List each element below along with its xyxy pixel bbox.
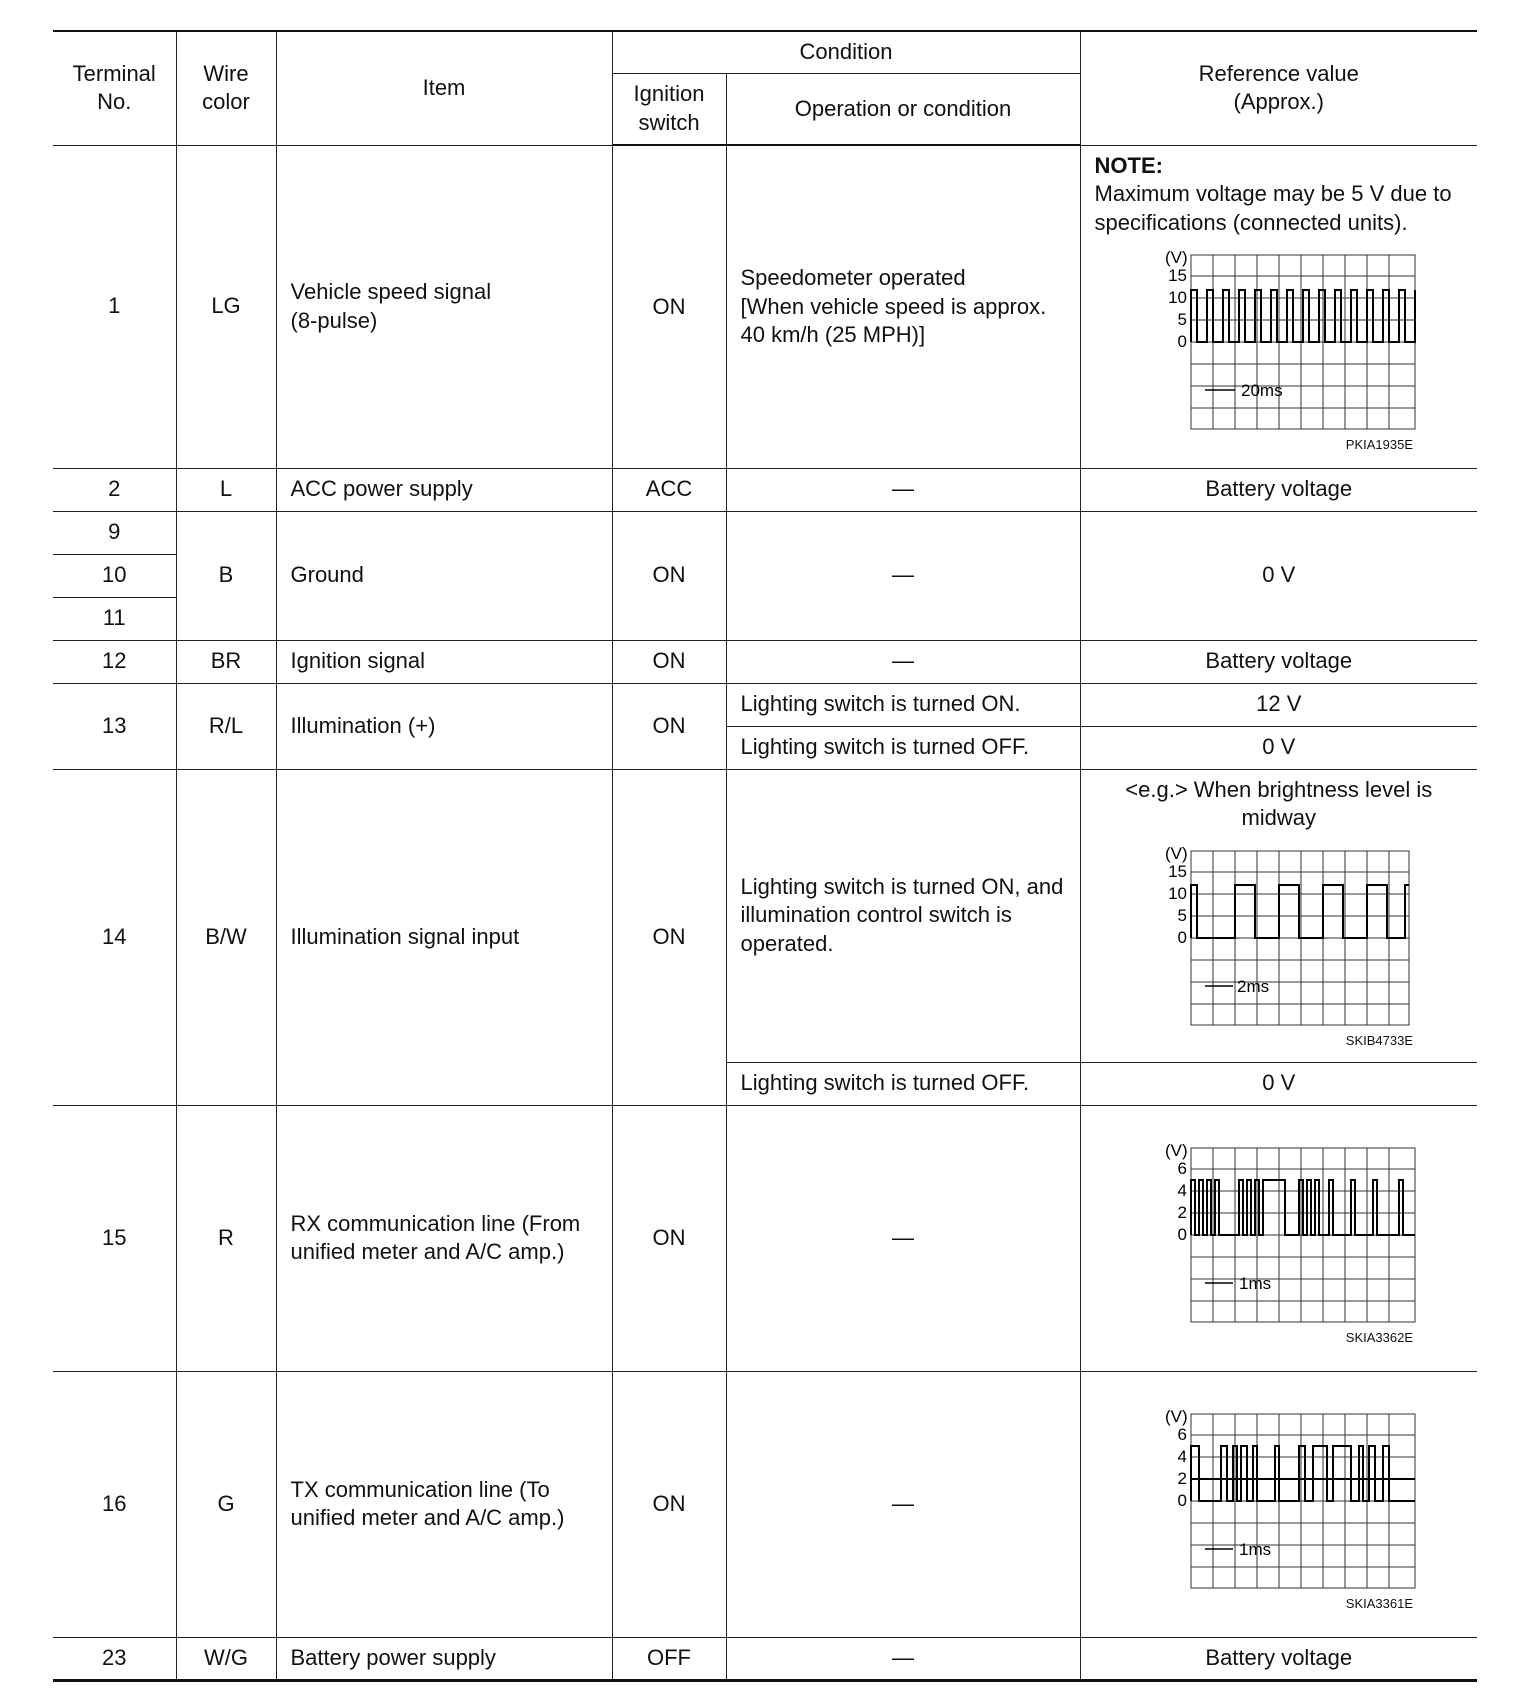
table-row <box>53 511 1477 554</box>
wire-cell: LG <box>176 145 276 468</box>
terminal-cell: 1 <box>53 145 176 468</box>
note-text: Maximum voltage may be 5 V due to specifications (connected units). <box>1094 181 1452 235</box>
scope-ytick: 0 <box>1177 1490 1187 1510</box>
header-item: Item <box>276 31 612 145</box>
waveform-scope <box>1129 1138 1429 1328</box>
reference-cell: Battery voltage <box>1080 468 1477 511</box>
header-terminal-no: Terminal No. <box>53 31 176 145</box>
figure-id: SKIA3362E <box>1345 1329 1414 1345</box>
wire-cell: R/L <box>176 683 276 769</box>
wire-cell: B <box>176 511 276 640</box>
operation-cell: — <box>726 1105 1080 1371</box>
reference-title: <e.g.> When brightness level is midway <box>1125 776 1433 831</box>
scope-ytick: 0 <box>1177 927 1187 947</box>
scope-ytick: 2 <box>1177 1468 1187 1488</box>
scope-time: 1ms <box>1238 1539 1271 1559</box>
ignition-cell: ON <box>612 145 726 468</box>
reference-cell: 0 V <box>1080 1062 1477 1105</box>
ignition-cell: OFF <box>612 1637 726 1680</box>
operation-cell: Lighting switch is turned OFF. <box>726 726 1080 769</box>
terminal-table <box>53 30 1477 1682</box>
header-ignition-switch: Ignition switch <box>612 73 726 145</box>
scope-ytick: 6 <box>1177 1424 1187 1444</box>
item-cell: Illumination (+) <box>276 683 612 769</box>
scope-ytick: 6 <box>1177 1158 1187 1178</box>
reference-cell <box>1080 1105 1477 1371</box>
operation-cell: — <box>726 468 1080 511</box>
header-wire-color: Wire color <box>176 31 276 145</box>
wire-cell: W/G <box>176 1637 276 1680</box>
terminal-cell: 9 <box>53 511 176 554</box>
item-cell: Illumination signal input <box>276 769 612 1105</box>
ignition-cell: ON <box>612 1371 726 1637</box>
header-reference: Reference value (Approx.) <box>1080 31 1477 145</box>
operation-cell: — <box>726 511 1080 640</box>
wire-cell: R <box>176 1105 276 1371</box>
operation-cell: Lighting switch is turned OFF. <box>726 1062 1080 1105</box>
scope-ytick: 4 <box>1177 1180 1187 1200</box>
terminal-cell: 2 <box>53 468 176 511</box>
table-row <box>53 769 1477 1062</box>
table-row <box>53 1371 1477 1637</box>
scope-ytick: 2 <box>1177 1202 1187 1222</box>
waveform-scope <box>1129 841 1429 1031</box>
item-cell: Ignition signal <box>276 640 612 683</box>
scope-unit: (V) <box>1164 1140 1188 1160</box>
wire-cell: B/W <box>176 769 276 1105</box>
header-condition: Condition <box>612 31 1080 73</box>
terminal-cell: 13 <box>53 683 176 769</box>
operation-cell: Lighting switch is turned ON. <box>726 683 1080 726</box>
reference-cell <box>1080 1371 1477 1637</box>
operation-cell: Lighting switch is turned ON, and illumination control switch is operated. <box>726 769 1080 1062</box>
terminal-cell: 11 <box>53 597 176 640</box>
reference-cell <box>1080 769 1477 1062</box>
scope-ytick: 0 <box>1177 332 1187 352</box>
terminal-cell: 23 <box>53 1637 176 1680</box>
item-cell: ACC power supply <box>276 468 612 511</box>
scope-ytick: 15 <box>1167 861 1187 881</box>
item-cell: Battery power supply <box>276 1637 612 1680</box>
terminal-cell: 10 <box>53 554 176 597</box>
operation-cell: — <box>726 1637 1080 1680</box>
ignition-cell: ON <box>612 511 726 640</box>
scope-unit: (V) <box>1164 843 1188 863</box>
scope-time: 2ms <box>1236 976 1269 996</box>
reference-cell: 12 V <box>1080 683 1477 726</box>
reference-cell <box>1080 145 1477 468</box>
scope-unit: (V) <box>1164 1406 1188 1426</box>
figure-id: SKIB4733E <box>1345 1032 1414 1048</box>
waveform-scope <box>1129 1404 1429 1594</box>
item-cell: Vehicle speed signal (8-pulse) <box>276 145 612 468</box>
ignition-cell: ON <box>612 683 726 769</box>
terminal-cell: 16 <box>53 1371 176 1637</box>
reference-cell: Battery voltage <box>1080 640 1477 683</box>
item-cell: RX communication line (From unified meter and A/C amp.) <box>276 1105 612 1371</box>
scope-ytick: 4 <box>1177 1446 1187 1466</box>
table-row <box>53 145 1477 468</box>
wire-cell: L <box>176 468 276 511</box>
terminal-cell: 12 <box>53 640 176 683</box>
terminal-cell: 14 <box>53 769 176 1105</box>
table-row <box>53 640 1477 683</box>
ignition-cell: ON <box>612 1105 726 1371</box>
scope-ytick: 15 <box>1167 266 1187 286</box>
scope-time: 1ms <box>1238 1273 1271 1293</box>
operation-cell: — <box>726 1371 1080 1637</box>
terminal-cell: 15 <box>53 1105 176 1371</box>
table-row <box>53 683 1477 726</box>
scope-time: 20ms <box>1240 381 1283 401</box>
figure-id: SKIA3361E <box>1345 1595 1414 1611</box>
table-row <box>53 1105 1477 1371</box>
item-cell: TX communication line (To unified meter and A/C amp.) <box>276 1371 612 1637</box>
waveform-scope <box>1129 245 1429 435</box>
figure-id: PKIA1935E <box>1345 437 1414 453</box>
table-row <box>53 1637 1477 1680</box>
scope-unit: (V) <box>1164 248 1188 268</box>
reference-cell: 0 V <box>1080 511 1477 640</box>
ignition-cell: ON <box>612 640 726 683</box>
item-cell: Ground <box>276 511 612 640</box>
reference-cell: 0 V <box>1080 726 1477 769</box>
scope-ytick: 10 <box>1167 288 1187 308</box>
scope-ytick: 5 <box>1177 310 1187 330</box>
reference-cell: Battery voltage <box>1080 1637 1477 1680</box>
operation-cell: Speedometer operated [When vehicle speed is approx. 40 km/h (25 MPH)] <box>726 145 1080 468</box>
scope-ytick: 5 <box>1177 905 1187 925</box>
note-title: NOTE: <box>1094 152 1163 178</box>
wire-cell: BR <box>176 640 276 683</box>
scope-ytick: 0 <box>1177 1224 1187 1244</box>
scope-ytick: 10 <box>1167 883 1187 903</box>
wire-cell: G <box>176 1371 276 1637</box>
ignition-cell: ON <box>612 769 726 1105</box>
header-operation: Operation or condition <box>726 73 1080 145</box>
operation-cell: — <box>726 640 1080 683</box>
table-row <box>53 468 1477 511</box>
ignition-cell: ACC <box>612 468 726 511</box>
